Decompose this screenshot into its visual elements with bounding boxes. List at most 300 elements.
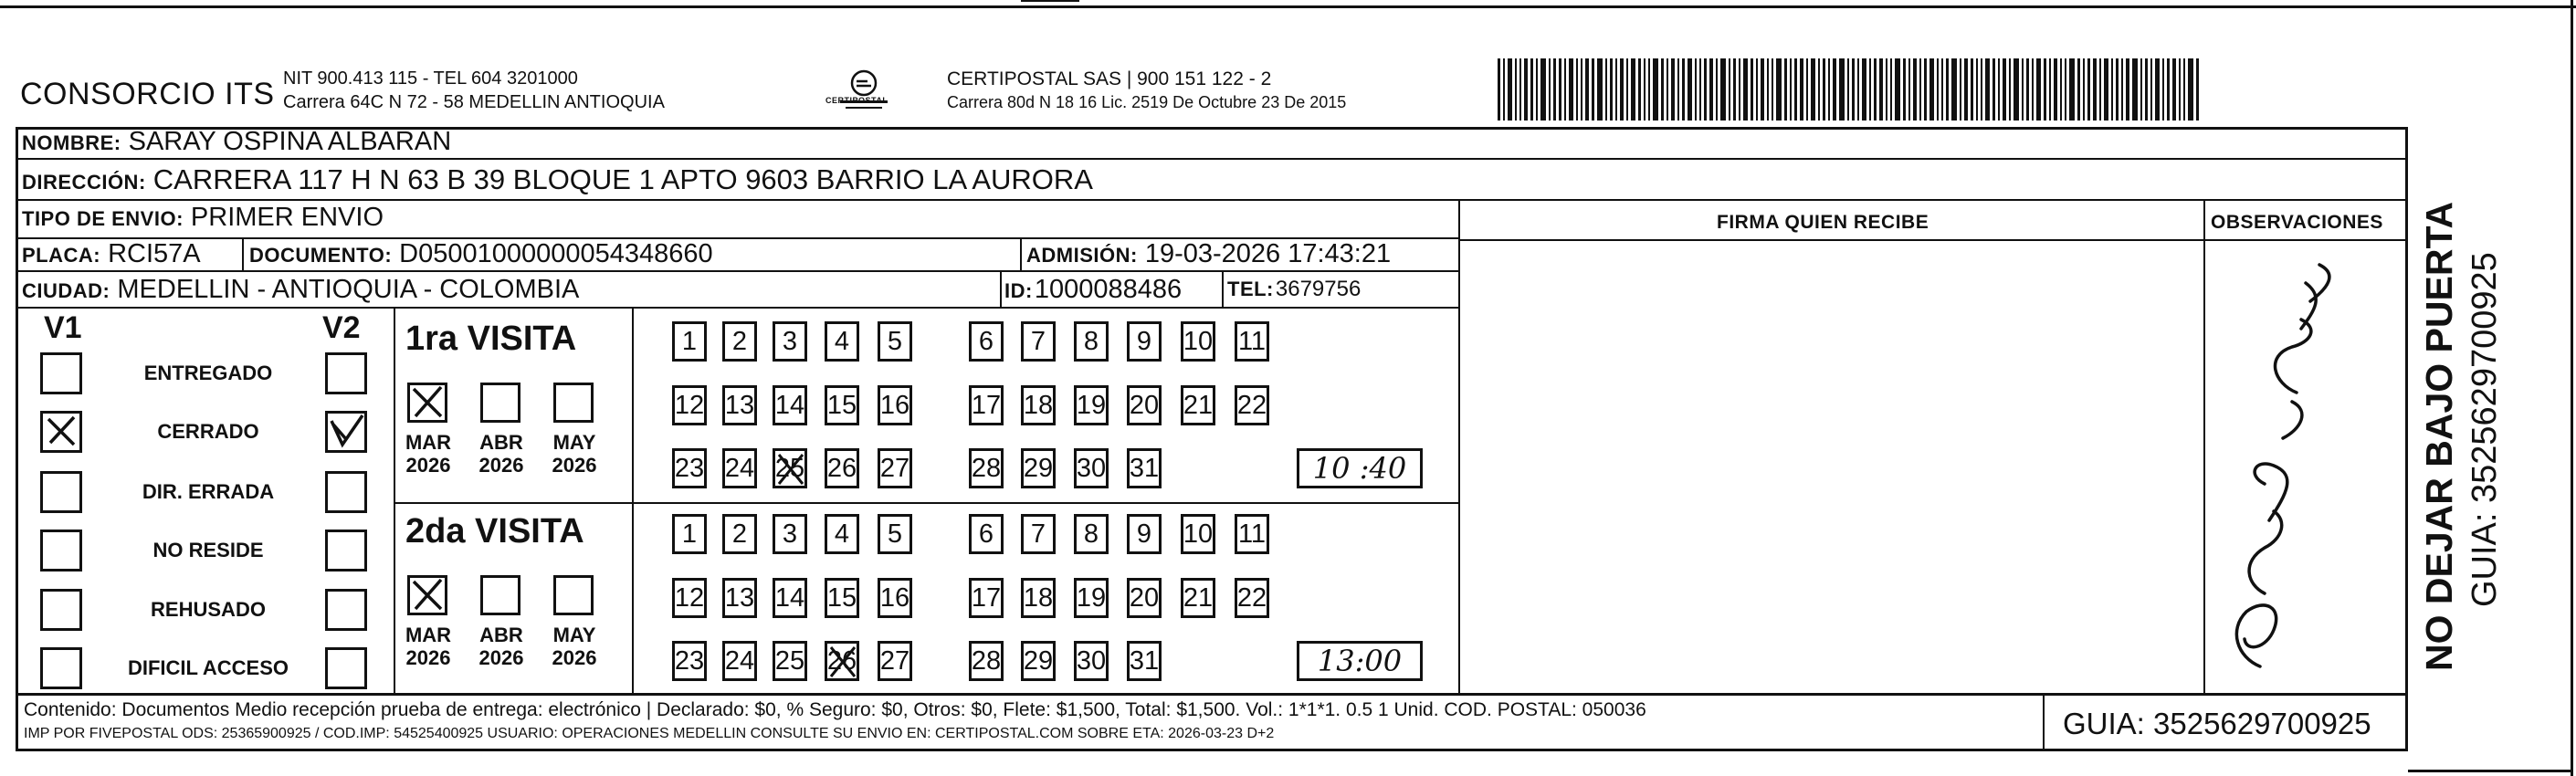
barcode-bar [2183, 58, 2185, 121]
day-number: 2 [731, 519, 748, 549]
barcode-bar [2196, 58, 2199, 121]
day-number: 19 [1076, 582, 1107, 613]
status-label: REHUSADO [151, 598, 266, 621]
day-number: 7 [1030, 519, 1046, 549]
carrier-address: Carrera 80d N 18 16 Lic. 2519 De Octubre 23 De 2015 [947, 93, 1347, 111]
barcode-bar [1576, 58, 1578, 121]
day-box[interactable] [1074, 641, 1109, 681]
v2-checkbox[interactable] [325, 530, 367, 572]
day-number: 2 [731, 326, 748, 356]
day-cross-mark [775, 451, 806, 495]
placa-divider [242, 237, 244, 270]
day-box[interactable] [722, 321, 757, 362]
day-number: 12 [674, 582, 705, 613]
day-box[interactable] [1181, 321, 1215, 362]
direccion-row [22, 163, 1093, 196]
day-box[interactable] [969, 385, 1004, 425]
month-label: MAR 2026 [405, 431, 452, 477]
barcode-bar [2179, 58, 2181, 121]
day-number: 15 [826, 582, 857, 613]
day-box[interactable] [1074, 385, 1109, 425]
day-box[interactable] [969, 448, 1004, 488]
nombre-row [22, 127, 451, 157]
obs-col-line [2203, 199, 2205, 693]
v2-checkbox[interactable] [325, 647, 367, 689]
day-box[interactable] [722, 448, 757, 488]
day-number: 18 [1023, 582, 1054, 613]
barcode-bar [1498, 58, 1500, 121]
day-number: 19 [1076, 390, 1107, 420]
observaciones-label: OBSERVACIONES [2211, 212, 2383, 233]
month-checkbox[interactable] [553, 575, 594, 615]
day-number: 1 [681, 326, 698, 356]
barcode-bar [1937, 58, 1939, 121]
status-label: DIFICIL ACCESO [127, 656, 289, 679]
tipo-row [22, 203, 384, 233]
ciudad-label: CIUDAD: [22, 279, 110, 302]
ciudad-row [22, 275, 579, 305]
barcode-bar [2099, 58, 2101, 121]
day-box[interactable] [878, 514, 912, 554]
x-mark-icon [43, 414, 79, 450]
visit-time-box[interactable]: 10 :40 [1297, 448, 1423, 488]
day-number: 1 [681, 519, 698, 549]
day-box[interactable] [878, 448, 912, 488]
status-label: CERRADO [157, 420, 259, 443]
day-number: 4 [834, 326, 850, 356]
v1-checkbox[interactable] [40, 589, 82, 631]
day-box[interactable] [1074, 578, 1109, 618]
visit-time-box[interactable]: 13:00 [1297, 641, 1423, 681]
barcode-bar [2013, 58, 2019, 121]
day-number: 27 [879, 645, 910, 676]
barcode-bar [1924, 58, 1927, 121]
v2-checkbox[interactable] [325, 411, 367, 453]
barcode-bar [1503, 58, 1505, 121]
day-box[interactable] [722, 641, 757, 681]
barcode-bar [1638, 58, 1641, 121]
day-box[interactable] [1235, 385, 1269, 425]
day-box[interactable] [672, 514, 707, 554]
day-box[interactable] [969, 641, 1004, 681]
barcode-bar [1756, 58, 1758, 121]
barcode-bar [1626, 58, 1628, 121]
barcode-bar [2155, 58, 2160, 121]
day-number: 9 [1136, 519, 1152, 549]
footer-contenido: Contenido: Documentos Medio recepción prueba de entrega: electrónico | Declarado: $0, % Seguro: $0, Otros: $0, Flete: $1,500, Total: $1,500. Vol.: 1*1*1. 0.5 1 Unid. COD. POSTAL: 050036 [24, 699, 1646, 720]
day-number: 20 [1129, 390, 1160, 420]
barcode-bar [1784, 58, 1787, 121]
day-number: 14 [774, 390, 805, 420]
day-number: 8 [1083, 326, 1099, 356]
day-number: 14 [774, 582, 805, 613]
row-line-2 [16, 199, 2408, 201]
day-box[interactable] [773, 448, 807, 488]
day-box[interactable] [825, 514, 859, 554]
day-box[interactable] [1021, 448, 1056, 488]
day-box[interactable] [969, 321, 1004, 362]
barcode-bar [1919, 58, 1921, 121]
barcode-bar [1941, 58, 1943, 121]
barcode-bar [1946, 58, 1949, 121]
barcode [1498, 58, 2228, 121]
barcode-bar [1699, 58, 1701, 121]
day-box[interactable] [1235, 514, 1269, 554]
day-box[interactable] [722, 514, 757, 554]
barcode-bar [1615, 58, 1617, 121]
barcode-bar [2104, 58, 2108, 121]
barcode-bar [1913, 58, 1917, 121]
month-label: MAR 2026 [405, 624, 452, 669]
status-label: NO RESIDE [152, 539, 264, 561]
barcode-bar [1852, 58, 1855, 121]
v1-checkbox[interactable] [40, 647, 82, 689]
second-visit-title: 2da VISITA [405, 512, 584, 551]
barcode-bar [2116, 58, 2119, 121]
barcode-bar [1908, 58, 1910, 121]
day-number: 29 [1023, 453, 1054, 483]
barcode-bar [1992, 58, 1995, 121]
day-box[interactable] [1074, 448, 1109, 488]
check-mark-icon [328, 414, 364, 450]
v2-checkbox[interactable] [325, 589, 367, 631]
barcode-bar [1739, 58, 1740, 121]
day-number: 23 [674, 453, 705, 483]
barcode-bar [1818, 58, 1820, 121]
barcode-bar [1515, 58, 1517, 121]
month-checkbox[interactable] [480, 383, 520, 423]
day-box[interactable] [672, 641, 707, 681]
barcode-bar [1536, 58, 1538, 121]
day-number: 8 [1083, 519, 1099, 549]
handwritten-signature [2210, 246, 2392, 685]
barcode-bar [2036, 58, 2041, 121]
barcode-bar [2093, 58, 2097, 121]
day-box[interactable] [825, 321, 859, 362]
day-number: 6 [978, 519, 994, 549]
barcode-bar [1800, 58, 1803, 121]
day-number: 18 [1023, 390, 1054, 420]
day-number: 21 [1183, 390, 1214, 420]
day-cross-mark [827, 644, 858, 687]
month-checkbox[interactable] [407, 575, 447, 615]
barcode-bar [2060, 58, 2062, 121]
day-number: 10 [1183, 326, 1214, 356]
day-number: 30 [1076, 453, 1107, 483]
day-box[interactable] [969, 578, 1004, 618]
placa-label: PLACA: [22, 244, 101, 267]
barcode-bar [1695, 58, 1697, 121]
day-number: 5 [887, 519, 903, 549]
barcode-bar [2049, 58, 2051, 121]
barcode-bar [1929, 58, 1934, 121]
day-box[interactable] [1021, 578, 1056, 618]
barcode-bar [2150, 58, 2152, 121]
v2-checkbox[interactable] [325, 471, 367, 513]
barcode-bar [1581, 58, 1582, 121]
placa-value: RCI57A [108, 239, 201, 268]
barcode-bar [1508, 58, 1512, 121]
right-edge-line [2571, 0, 2573, 776]
barcode-bar [1592, 58, 1594, 121]
barcode-bar [1720, 58, 1726, 121]
barcode-bar [1874, 58, 1877, 121]
visit-separator-line [394, 502, 1458, 504]
day-box[interactable] [1235, 321, 1269, 362]
barcode-bar [1733, 58, 1736, 121]
day-box[interactable] [825, 385, 859, 425]
day-box[interactable] [773, 641, 807, 681]
month-label: MAY 2026 [552, 624, 597, 669]
firma-label: FIRMA QUIEN RECIBE [1717, 212, 1929, 233]
barcode-bar [2009, 58, 2011, 121]
status-label: DIR. ERRADA [142, 480, 275, 503]
v2-checkbox[interactable] [325, 352, 367, 394]
barcode-bar [2126, 58, 2129, 121]
id-label: ID: [1004, 279, 1033, 302]
day-number: 6 [978, 326, 994, 356]
side-warning: NO DEJAR BAJO PUERTA [2418, 201, 2460, 671]
barcode-bar [1682, 58, 1685, 121]
barcode-bar [1688, 58, 1692, 121]
barcode-bar [1631, 58, 1635, 121]
barcode-bar [2003, 58, 2006, 121]
day-number: 25 [774, 645, 805, 676]
barcode-bar [1751, 58, 1753, 121]
bottom-right-line [2408, 770, 2573, 772]
x-mark-icon [410, 578, 445, 613]
barcode-bar [2077, 58, 2080, 121]
day-number: 30 [1076, 645, 1107, 676]
day-box[interactable] [1127, 578, 1162, 618]
day-box[interactable] [1021, 385, 1056, 425]
barcode-bar [1823, 58, 1825, 121]
day-number: 29 [1023, 645, 1054, 676]
day-number: 12 [674, 390, 705, 420]
documento-row [249, 239, 713, 269]
guia-box-divider [2043, 693, 2045, 751]
day-box[interactable] [1127, 641, 1162, 681]
day-box[interactable] [1021, 514, 1056, 554]
barcode-bar [1549, 58, 1551, 121]
barcode-bar [1530, 58, 1533, 121]
first-visit-title: 1ra VISITA [405, 320, 577, 358]
v1-checkbox[interactable] [40, 352, 82, 394]
barcode-bar [1569, 58, 1573, 121]
day-number: 24 [724, 645, 755, 676]
day-box[interactable] [722, 578, 757, 618]
day-box[interactable] [773, 385, 807, 425]
top-border [0, 5, 2576, 8]
documento-value: D05001000000054348660 [399, 239, 713, 268]
barcode-bar [1559, 58, 1561, 121]
day-box[interactable] [825, 578, 859, 618]
day-box[interactable] [672, 321, 707, 362]
day-box[interactable] [672, 385, 707, 425]
barcode-bar [1981, 58, 1982, 121]
barcode-bar [1519, 58, 1521, 121]
barcode-bar [1644, 58, 1645, 121]
day-box[interactable] [1074, 321, 1109, 362]
day-box[interactable] [878, 578, 912, 618]
admision-row [1026, 239, 1391, 269]
placa-row [22, 239, 201, 269]
company-nit: NIT 900.413 115 - TEL 604 3201000 [283, 68, 578, 89]
barcode-bar [1998, 58, 2000, 121]
barcode-bar [2069, 58, 2075, 121]
day-box[interactable] [1181, 578, 1215, 618]
barcode-bar [1667, 58, 1668, 121]
day-box[interactable] [773, 578, 807, 618]
day-box[interactable] [1127, 448, 1162, 488]
day-box[interactable] [1021, 321, 1056, 362]
logo-text: CERTIPOSTAL [825, 96, 888, 105]
month-label: ABR 2026 [478, 624, 524, 669]
day-number: 9 [1136, 326, 1152, 356]
day-box[interactable] [825, 641, 859, 681]
day-number: 25 [774, 453, 805, 483]
v2-header: V2 [322, 310, 361, 345]
barcode-bar [2065, 58, 2066, 121]
barcode-bar [1671, 58, 1675, 121]
day-box[interactable] [672, 578, 707, 618]
tel-row [1227, 277, 1361, 302]
day-box[interactable] [969, 514, 1004, 554]
day-number: 17 [971, 390, 1002, 420]
barcode-bar [1886, 58, 1887, 121]
month-checkbox[interactable] [553, 383, 594, 423]
day-number: 15 [826, 390, 857, 420]
direccion-label: DIRECCIÓN: [22, 171, 146, 194]
day-box[interactable] [1127, 514, 1162, 554]
day-number: 5 [887, 326, 903, 356]
day-number: 23 [674, 645, 705, 676]
row-line-1 [16, 158, 2408, 160]
month-checkbox[interactable] [407, 383, 447, 423]
v1-checkbox[interactable] [40, 411, 82, 453]
barcode-bar [1890, 58, 1892, 121]
barcode-bar [1776, 58, 1782, 121]
barcode-bar [1951, 58, 1957, 121]
day-box[interactable] [1074, 514, 1109, 554]
day-number: 28 [971, 453, 1002, 483]
barcode-bar [1976, 58, 1978, 121]
barcode-bar [1811, 58, 1815, 121]
barcode-bar [1653, 58, 1658, 121]
x-mark-icon [410, 385, 445, 420]
day-box[interactable] [773, 321, 807, 362]
day-box[interactable] [1181, 514, 1215, 554]
day-number: 17 [971, 582, 1002, 613]
barcode-bar [1524, 58, 1528, 121]
v1-checkbox[interactable] [40, 471, 82, 513]
day-box[interactable] [878, 385, 912, 425]
nombre-label: NOMBRE: [22, 131, 121, 154]
day-number: 20 [1129, 582, 1160, 613]
barcode-bar [1839, 58, 1845, 121]
signature-col-line [1458, 199, 1460, 693]
barcode-bar [1729, 58, 1730, 121]
barcode-bar [2022, 58, 2024, 121]
barcode-bar [1677, 58, 1679, 121]
month-label: ABR 2026 [478, 431, 524, 477]
barcode-bar [2026, 58, 2029, 121]
barcode-bar [1564, 58, 1566, 121]
barcode-bar [1790, 58, 1792, 121]
barcode-bar [1704, 58, 1707, 121]
v1-header: V1 [44, 310, 82, 345]
barcode-bar [1895, 58, 1900, 121]
admision-value: 19-03-2026 17:43:21 [1144, 239, 1392, 268]
day-number: 22 [1236, 390, 1267, 420]
company-name: CONSORCIO ITS [20, 77, 275, 111]
nombre-value: SARAY OSPINA ALBARAN [128, 127, 452, 156]
barcode-bar [1833, 58, 1836, 121]
day-box[interactable] [722, 385, 757, 425]
barcode-bar [2140, 58, 2142, 121]
day-box[interactable] [773, 514, 807, 554]
certipostal-logo-icon [836, 68, 891, 113]
day-box[interactable] [825, 448, 859, 488]
barcode-bar [1971, 58, 1973, 121]
status-visit-divider [394, 307, 395, 693]
barcode-bar [2111, 58, 2113, 121]
day-box[interactable] [1181, 385, 1215, 425]
barcode-bar [1806, 58, 1808, 121]
v1-checkbox[interactable] [40, 530, 82, 572]
tel-label: TEL: [1227, 278, 1274, 300]
top-edge-line [1021, 0, 1079, 2]
day-number: 28 [971, 645, 1002, 676]
day-number: 26 [826, 453, 857, 483]
month-label: MAY 2026 [552, 431, 597, 477]
day-box[interactable] [672, 448, 707, 488]
month-checkbox[interactable] [480, 575, 520, 615]
barcode-bar [2083, 58, 2085, 121]
barcode-bar [1743, 58, 1748, 121]
day-box[interactable] [1127, 385, 1162, 425]
barcode-bar [1862, 58, 1866, 121]
day-number: 11 [1237, 519, 1267, 549]
day-number: 13 [724, 582, 755, 613]
carrier-name: CERTIPOSTAL SAS | 900 151 122 - 2 [947, 68, 1272, 89]
id-row [1004, 275, 1182, 305]
barcode-bar [1540, 58, 1546, 121]
barcode-bar [1772, 58, 1773, 121]
day-box[interactable] [1235, 578, 1269, 618]
barcode-bar [2054, 58, 2057, 121]
day-box[interactable] [1021, 641, 1056, 681]
day-number: 11 [1237, 326, 1267, 356]
barcode-bar [1620, 58, 1624, 121]
side-guia: GUIA: 3525629700925 [2466, 252, 2504, 607]
barcode-bar [2188, 58, 2193, 121]
day-number: 3 [782, 519, 798, 549]
barcode-bar [2132, 58, 2138, 121]
barcode-bar [1847, 58, 1849, 121]
day-number: 24 [724, 453, 755, 483]
barcode-bar [2172, 58, 2176, 121]
barcode-bar [1879, 58, 1883, 121]
barcode-bar [1857, 58, 1859, 121]
barcode-bar [1585, 58, 1589, 121]
barcode-bar [1964, 58, 1968, 121]
day-box[interactable] [1127, 321, 1162, 362]
day-box[interactable] [878, 321, 912, 362]
barcode-bar [1553, 58, 1556, 121]
day-box[interactable] [878, 641, 912, 681]
barcode-bar [1869, 58, 1871, 121]
